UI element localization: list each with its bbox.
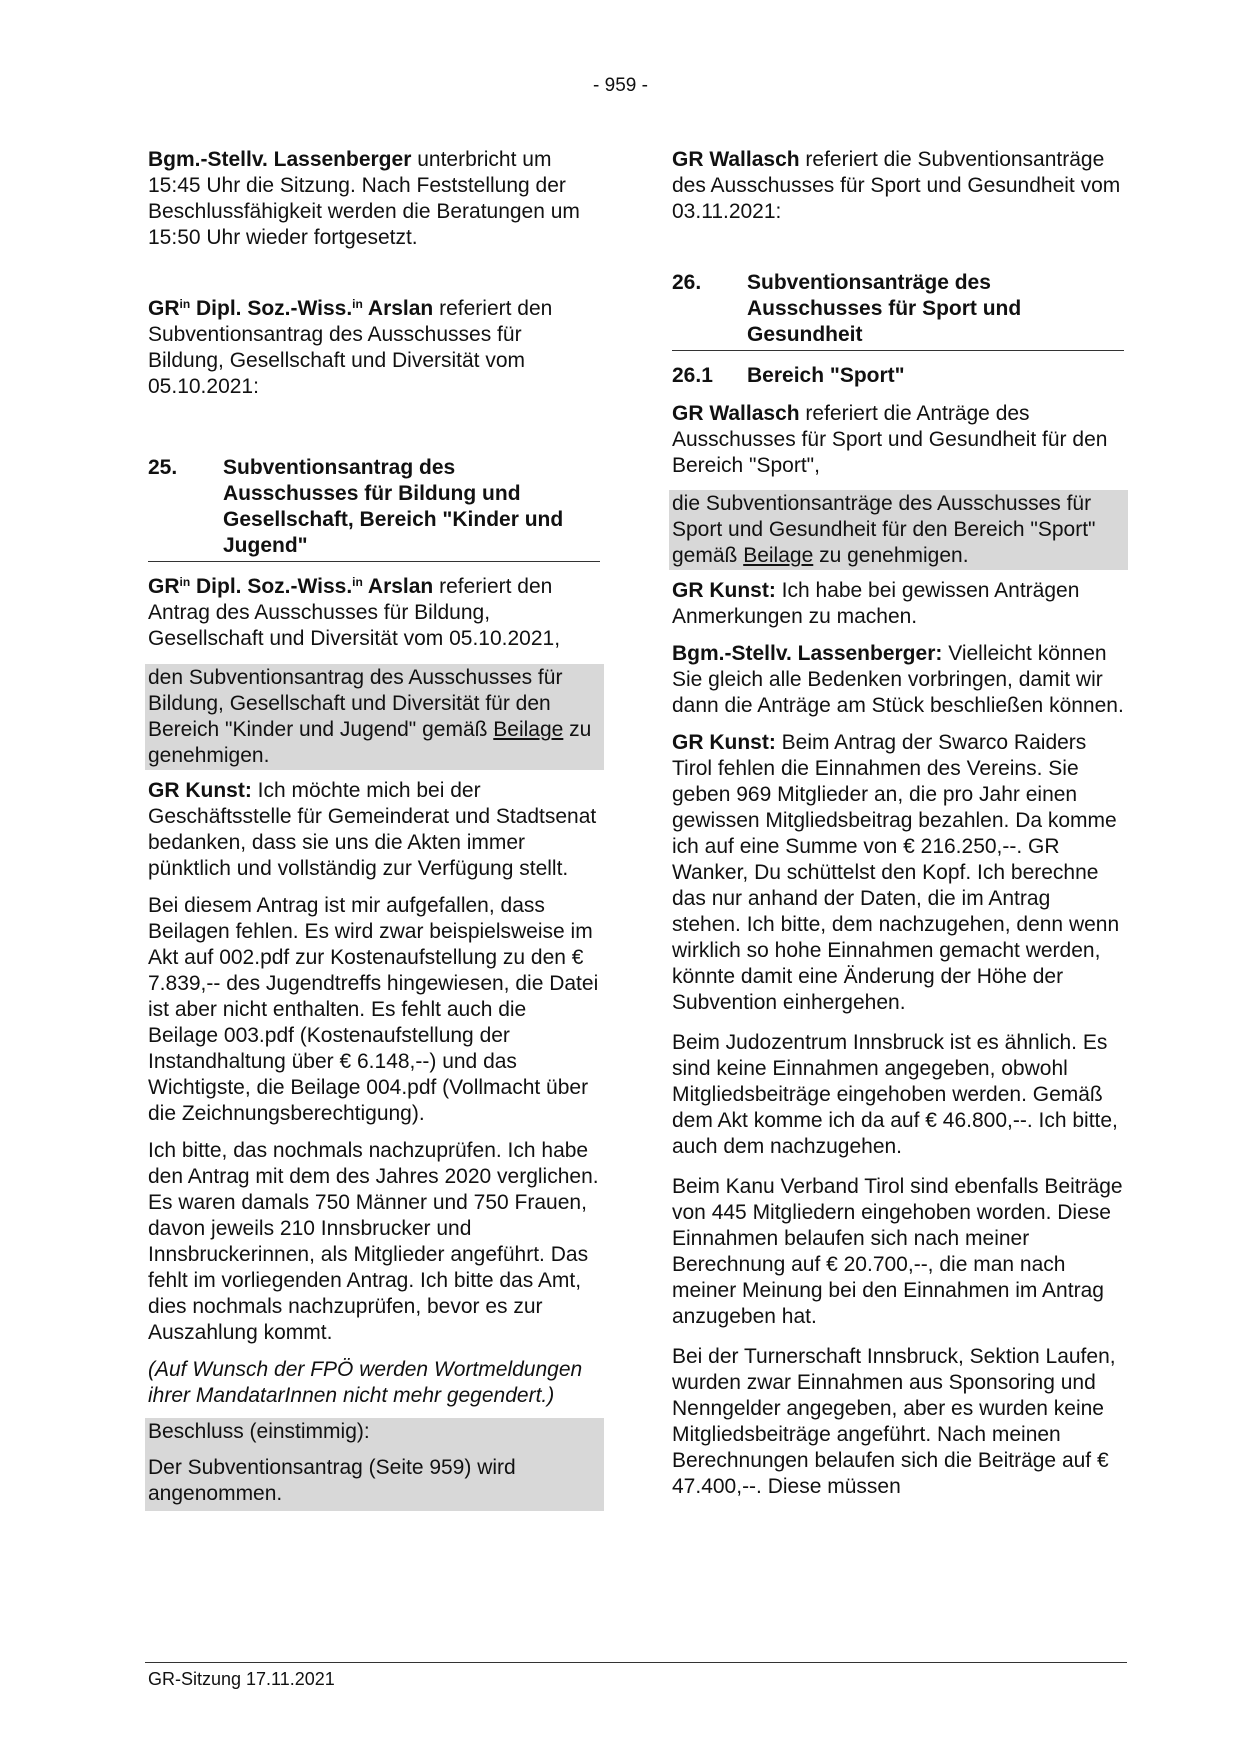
paragraph-lassenberger: Bgm.-Stellv. Lassenberger: Vielleicht können Sie gleich alle Bedenken vorbringen, damit wir dann die Anträge am Stück beschließen können. (672, 642, 1124, 717)
speaker-name: GR Kunst: (148, 779, 252, 802)
paragraph-interruption (148, 147, 600, 251)
speaker-name: $GR^{in}$ Dipl. Soz.-Wiss.$^{in}$ Arslan (148, 297, 434, 320)
footer-rule (145, 1662, 1127, 1663)
speaker-name: Bgm.-Stellv. Lassenberger (148, 148, 412, 171)
subsection-title: Bereich "Sport" (747, 364, 905, 387)
paragraph-kunst: GR Kunst: Ich möchte mich bei der Geschäftsstelle für Gemeinderat und Stadtsenat bedanken, dass sie uns die Akten immer pünktlich und vollständig zur Verfügung stellt. (148, 779, 597, 880)
beilage-link: Beilage (743, 544, 814, 567)
paragraph-report-intro: GR Wallasch referiert die Subventionsanträge des Ausschusses für Sport und Gesundheit vom 03.11.2021: (672, 148, 1121, 223)
motion-text: den Subventionsantrag des Ausschusses für Bildung, Gesellschaft und Diversität für den Bereich "Kinder und Jugend" gemäß Beilage zu genehmigen. (145, 664, 604, 770)
speaker-name: GR Kunst: (672, 731, 776, 754)
left-column (148, 147, 600, 1519)
section-title: Subventionsantrag des Ausschusses für Bildung und Gesellschaft, Bereich "Kinder und Jugend" (223, 456, 564, 557)
subsection-heading-26-1 (672, 363, 1124, 389)
section-number: 25. (148, 456, 178, 479)
paragraph-text: unterbricht um 15:45 Uhr die Sitzung. Nach Feststellung der Beschlussfähigkeit werden die Beratungen um 15:50 Uhr wieder fortgesetzt. (148, 148, 580, 249)
speaker-name: GR Wallasch (672, 148, 800, 171)
paragraph-kunst-swarco: GR Kunst: Beim Antrag der Swarco Raiders Tirol fehlen die Einnahmen des Vereins. Sie geben 969 Mitglieder an, die pro Jahr einen gewissen Mitgliedsbeitrag bezahlen. Da komme ich auf eine Summe von € 216.250,--. GR Wanker, Du schüttelst den Kopf. Ich berechne das nur anhand der Daten, die im Antrag stehen. Ich bitte, dem nachzugehen, denn wenn wirklich so hohe Einnahmen gemacht werden, könnte damit eine Änderung der Höhe der Subvention einhergehen. (672, 731, 1120, 1014)
section-number: 26. (672, 271, 702, 294)
paragraph-turnerschaft: Bei der Turnerschaft Innsbruck, Sektion Laufen, wurden zwar Einnahmen aus Sponsoring und Nenngelder angegeben, aber es wurden keine Mitgliedsbeiträge angeführt. Nach meinen Berechnungen belaufen sich die Beiträge auf € 47.400,--. Diese müssen (672, 1345, 1116, 1498)
section-heading-26 (672, 270, 1124, 351)
speaker-name: Bgm.-Stellv. Lassenberger: (672, 642, 943, 665)
paragraph-kunst: GR Kunst: Ich habe bei gewissen Anträgen Anmerkungen zu machen. (672, 579, 1080, 628)
paragraph-text: referiert den Antrag des Ausschusses für Bildung, Gesellschaft und Diversität vom 05.10.2021, (148, 575, 561, 650)
speaker-name: GR Kunst: (672, 579, 776, 602)
paragraph-request: Ich bitte, das nochmals nachzuprüfen. Ich habe den Antrag mit dem des Jahres 2020 verglichen. Es waren damals 750 Männer und 750 Frauen, davon jeweils 210 Innsbrucker und Innsbruckerinnen, als Mitglieder angeführt. Das fehlt im vorliegenden Antrag. Ich bitte das Amt, dies nochmals nachzuprüfen, bevor es zur Auszahlung kommt. (148, 1139, 599, 1344)
footer-text: GR-Sitzung 17.11.2021 (148, 1669, 335, 1689)
right-column (672, 147, 1124, 1511)
page-number: - 959 - (593, 75, 648, 96)
paragraph-report (148, 574, 600, 652)
paragraph-report: GR Wallasch referiert die Anträge des Ausschusses für Sport und Gesundheit für den Bereich "Sport", (672, 402, 1108, 477)
motion-text: die Subventionsanträge des Ausschusses für Sport und Gesundheit für den Bereich "Sport" gemäß Beilage zu genehmigen. (669, 490, 1128, 570)
paragraph-kanu: Beim Kanu Verband Tirol sind ebenfalls Beiträge von 445 Mitgliedern eingehoben worden. Diese Einnahmen belaufen sich nach meiner Berechnung auf € 20.700,--, die man nach meiner Meinung bei den Einnahmen im Antrag anzugeben hat. (672, 1175, 1123, 1328)
section-title: Subventionsanträge des Ausschusses für Sport und Gesundheit (747, 271, 1022, 346)
resolution-label: Beschluss (einstimmig): (145, 1418, 604, 1454)
speaker-name: GR Wallasch (672, 402, 800, 425)
paragraph-text: referiert den Subventionsantrag des Ausschusses für Bildung, Gesellschaft und Diversität vom 05.10.2021: (148, 297, 553, 398)
resolution-text: Der Subventionsantrag (Seite 959) wird angenommen. (145, 1454, 604, 1511)
speaker-name: $GR^{in}$ Dipl. Soz.-Wiss.$^{in}$ Arslan (148, 575, 434, 598)
paragraph-missing-attachments: Bei diesem Antrag ist mir aufgefallen, dass Beilagen fehlen. Es wird zwar beispielsweise im Akt auf 002.pdf zur Kostenaufstellung zu den € 7.839,-- des Jugendtreffs hingewiesen, die Datei ist aber nicht enthalten. Es fehlt auch die Beilage 003.pdf (Kostenaufstellung der Instandhaltung über € 6.148,--) und das Wichtigste, die Beilage 004.pdf (Vollmacht über die Zeichnungsberechtigung). (148, 894, 599, 1125)
beilage-link: Beilage (493, 718, 564, 741)
paragraph-report-intro (148, 296, 600, 400)
subsection-number: 26.1 (672, 364, 713, 387)
section-heading-25 (148, 455, 600, 562)
italic-note: (Auf Wunsch der FPÖ werden Wortmeldungen ihrer MandatarInnen nicht mehr gegendert.) (148, 1358, 583, 1407)
paragraph-judo: Beim Judozentrum Innsbruck ist es ähnlich. Es sind keine Einnahmen angegeben, obwohl Mitgliedsbeiträge eingehoben werden. Gemäß dem Akt komme ich da auf € 46.800,--. Ich bitte, auch dem nachzugehen. (672, 1031, 1118, 1158)
